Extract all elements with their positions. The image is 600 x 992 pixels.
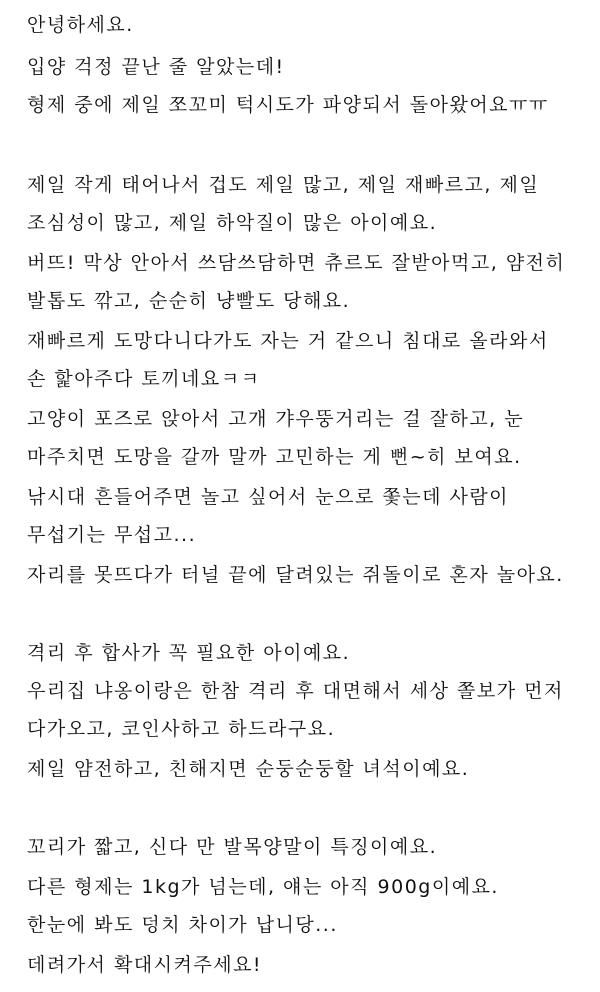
- text-line: 제일 얌전하고, 친해지면 순둥순둥할 녀석이예요.: [27, 758, 470, 780]
- text-line: 격리 후 합사가 꼭 필요한 아이예요.: [27, 642, 351, 664]
- text-line: 제일 작게 태어나서 겁도 제일 많고, 제일 재빠르고, 제일: [27, 174, 540, 196]
- text-line: 마주치면 도망을 갈까 말까 고민하는 게 뻔~히 보여요.: [27, 446, 522, 468]
- text-line: 무섭기는 무섭고...: [27, 524, 197, 546]
- text-line: 자리를 못뜨다가 터널 끝에 달려있는 쥐돌이로 혼자 놀아요.: [27, 564, 564, 586]
- text-line: 버뜨! 막상 안아서 쓰담쓰담하면 츄르도 잘받아먹고, 얌전히: [27, 252, 566, 274]
- text-line: 다가오고, 코인사하고 하드라구요.: [27, 718, 336, 740]
- text-line: 고양이 포즈로 앉아서 고개 갸우뚱거리는 걸 잘하고, 눈: [27, 408, 525, 430]
- text-line: 형제 중에 제일 쪼꼬미 턱시도가 파양되서 돌아왔어요ㅠㅠ: [27, 94, 549, 116]
- text-line: 꼬리가 짧고, 신다 만 발목양말이 특징이예요.: [27, 836, 438, 858]
- text-line: 낚시대 흔들어주면 놀고 싶어서 눈으로 쫓는데 사람이: [27, 486, 510, 508]
- text-line: 안녕하세요.: [27, 14, 134, 36]
- text-line: 손 핥아주다 토끼네요ㅋㅋ: [27, 368, 261, 390]
- text-line: 한눈에 봐도 덩치 차이가 납니당...: [27, 914, 338, 936]
- text-line: 재빠르게 도망다니다가도 자는 거 같으니 침대로 올라와서: [27, 330, 549, 352]
- text-line: 조심성이 많고, 제일 하악질이 많은 아이예요.: [27, 212, 438, 234]
- text-line: 데려가서 확대시켜주세요!: [27, 954, 263, 976]
- text-line: 우리집 냐옹이랑은 한참 격리 후 대면해서 세상 쫄보가 먼저: [27, 680, 564, 702]
- text-line: 다른 형제는 1kg가 넘는데, 얘는 아직 900g이예요.: [27, 876, 499, 898]
- text-line: 발톱도 깎고, 순순히 냥빨도 당해요.: [27, 290, 351, 312]
- text-line: 입양 걱정 끝난 줄 알았는데!: [27, 56, 285, 78]
